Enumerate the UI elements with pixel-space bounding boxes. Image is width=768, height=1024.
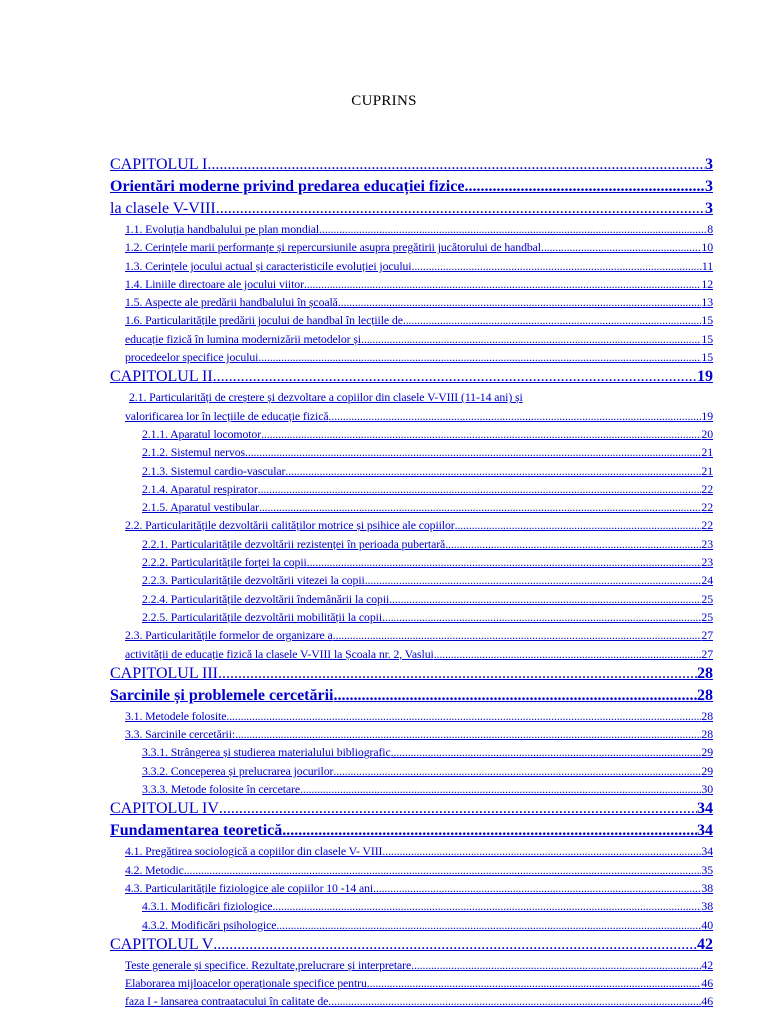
dot-leader <box>213 366 697 388</box>
toc-entry-page: 28 <box>697 664 713 682</box>
toc-entry[interactable] <box>110 154 713 176</box>
toc-entry-page: 15 <box>701 313 713 328</box>
toc-entry[interactable] <box>110 535 713 553</box>
toc-entry-page: 23 <box>701 555 713 570</box>
toc-entry[interactable] <box>110 725 713 743</box>
toc-entry[interactable] <box>110 663 713 685</box>
toc-entry[interactable] <box>110 626 713 644</box>
toc-entry-page: 15 <box>701 350 713 365</box>
dot-leader <box>434 645 702 663</box>
toc-entry-title: 2.2.2. Particularitățile forței la copii <box>142 555 307 570</box>
dot-leader <box>373 879 701 897</box>
toc-entry-page: 25 <box>701 591 713 606</box>
toc-entry-page: 46 <box>701 976 713 991</box>
toc-entry-title: 1.4. Liniile directoare ale jocului viitor <box>125 276 304 291</box>
toc-entry[interactable] <box>110 516 713 534</box>
dot-leader <box>285 462 701 480</box>
toc-entry[interactable] <box>110 956 713 974</box>
page-title: CUPRINS <box>351 93 417 109</box>
toc-entry-title: 3.3. Sarcinile cercetării: <box>125 727 236 742</box>
toc-entry[interactable] <box>110 330 713 348</box>
toc-entry-title: 4.3. Particularitățile fiziologice ale copiilor 10 -14 ani <box>125 880 374 895</box>
dot-leader <box>307 553 702 571</box>
toc-entry-title: Teste generale și specifice. Rezultate,prelucrare și interpretare <box>125 957 412 972</box>
toc-entry-page: 46 <box>701 994 713 1009</box>
toc-entry-title: 1.2. Cerințele marii performanțe și repercursiunile asupra pregătirii jucătorului de handbal <box>125 240 541 255</box>
toc-entry[interactable] <box>110 198 713 220</box>
toc-entry-page: 24 <box>701 573 713 588</box>
toc-entry-title: CAPITOLUL II <box>110 368 213 386</box>
toc-entry[interactable] <box>110 743 713 761</box>
dot-leader <box>216 198 705 220</box>
toc-entry-title: 2.2.1. Particularitățile dezvoltării rezistenței în perioada pubertară <box>142 536 446 551</box>
dot-leader <box>455 516 702 534</box>
toc-entry[interactable] <box>110 293 713 311</box>
toc-entry[interactable] <box>110 974 713 992</box>
dot-leader <box>361 330 701 348</box>
dot-leader <box>258 480 702 498</box>
toc-entry-page: 22 <box>701 518 713 533</box>
toc-entry-title: Elaborarea mijloacelor operaționale specifice pentru <box>125 976 367 991</box>
toc-entry-page: 38 <box>701 899 713 914</box>
toc-entry-title: 4.2. Metodic <box>125 862 184 877</box>
toc-entry-page: 42 <box>701 957 713 972</box>
dot-leader <box>213 934 697 956</box>
toc-entry[interactable] <box>110 992 713 1010</box>
toc-entry[interactable] <box>110 238 713 256</box>
toc-entry-title: valorificarea lor în lecțiile de educație fizică <box>125 408 329 423</box>
toc-entry-page: 35 <box>701 862 713 877</box>
toc-entry-title: 2.1.2. Sistemul nervos <box>142 445 245 460</box>
toc-entry-page: 3 <box>705 178 713 195</box>
dot-leader <box>328 992 701 1010</box>
dot-leader <box>272 897 701 915</box>
toc-entry-page: 22 <box>701 500 713 515</box>
toc-entry-title: 2.1.3. Sistemul cardio-vascular <box>142 463 286 478</box>
dot-leader <box>219 798 697 820</box>
toc-entry[interactable] <box>110 685 713 707</box>
dot-leader <box>258 348 701 366</box>
dot-leader <box>334 685 698 707</box>
toc-entry[interactable] <box>110 590 713 608</box>
dot-leader <box>391 743 702 761</box>
dot-leader <box>541 238 701 256</box>
toc-entry-title: CAPITOLUL V <box>110 935 214 953</box>
toc-entry-title: CAPITOLUL IV <box>110 800 219 818</box>
dot-leader <box>445 535 701 553</box>
dot-leader <box>411 956 701 974</box>
dot-leader <box>333 626 702 644</box>
toc-entry[interactable] <box>110 443 713 461</box>
toc-entry-page: 34 <box>697 800 713 818</box>
toc-entry-title: la clasele V-VIII <box>110 200 216 217</box>
toc-entry-page: 23 <box>701 536 713 551</box>
dot-leader <box>464 176 705 198</box>
toc-entry[interactable] <box>110 645 713 663</box>
toc-entry-page: 10 <box>701 240 713 255</box>
toc-entry[interactable] <box>110 480 713 498</box>
toc-entry[interactable] <box>110 220 713 238</box>
dot-leader <box>329 407 702 425</box>
dot-leader <box>207 154 705 176</box>
toc-entry-title: 1.1. Evoluția handbalului pe plan mondial <box>125 222 320 236</box>
toc-entry[interactable] <box>110 897 713 915</box>
toc-entry-title: faza I - lansarea contraatacului în calitate de <box>125 994 329 1009</box>
toc-entry-page: 21 <box>701 445 713 460</box>
dot-leader <box>365 571 702 589</box>
toc-entry-page: 28 <box>701 708 713 723</box>
toc-entry-title: CAPITOLUL I <box>110 156 208 173</box>
dot-leader <box>411 257 701 275</box>
dot-leader <box>382 608 701 626</box>
toc-entry[interactable] <box>110 934 713 956</box>
toc-entry-page: 34 <box>697 822 713 840</box>
toc-entry-title: 2.1.1. Aparatul locomotor <box>142 426 262 441</box>
toc-entry-title: 2.2.5. Particularitățile dezvoltării mobilității la copii <box>142 609 383 624</box>
toc-entry-page: 29 <box>701 763 713 778</box>
toc-entry[interactable] <box>110 388 713 406</box>
toc-entry-page: 15 <box>701 331 713 346</box>
table-of-contents <box>110 154 713 1011</box>
toc-entry-title: 3.1. Metodele folosite <box>125 708 227 723</box>
toc-entry[interactable] <box>110 462 713 480</box>
toc-entry-title: 1.6. Particularitățile predării jocului de handbal în lecțiile de <box>125 313 403 328</box>
dot-leader <box>218 663 697 685</box>
toc-entry-page: 27 <box>701 628 713 643</box>
toc-entry-title: 2.3. Particularitățile formelor de organizare a <box>125 628 333 643</box>
toc-entry-title: 2.2. Particularitățile dezvoltării calităților motrice și psihice ale copiilor <box>125 518 455 533</box>
toc-entry[interactable] <box>110 571 713 589</box>
toc-entry-title: 3.3.1. Strângerea și studierea materialului bibliografic <box>142 745 391 760</box>
toc-entry-page: 25 <box>701 609 713 624</box>
dot-leader <box>338 293 702 311</box>
toc-entry[interactable] <box>110 842 713 860</box>
dot-leader <box>259 498 701 516</box>
toc-entry[interactable] <box>110 762 713 780</box>
toc-entry[interactable] <box>110 608 713 626</box>
toc-entry-title: 2.1.4. Aparatul respirator <box>142 481 258 496</box>
toc-entry-page: 11 <box>701 258 713 273</box>
toc-entry[interactable] <box>110 861 713 879</box>
toc-entry-page: 8 <box>707 222 713 236</box>
dot-leader <box>235 725 701 743</box>
toc-entry[interactable] <box>110 425 713 443</box>
toc-entry-title: procedeelor specifice jocului <box>125 350 259 365</box>
toc-entry[interactable] <box>110 257 713 275</box>
toc-entry-page: 3 <box>705 200 713 217</box>
toc-entry-title: 4.3.1. Modificări fiziologice <box>142 899 273 914</box>
toc-entry-page: 34 <box>701 844 713 859</box>
toc-entry-title: activității de educație fizică la clasele V-VIII la Școala nr. 2, Vaslui <box>125 646 434 661</box>
dot-leader <box>382 842 701 860</box>
toc-entry-title: 2.1.5. Aparatul vestibular <box>142 500 259 515</box>
toc-entry[interactable] <box>110 311 713 329</box>
toc-entry-title: 2.1. Particularități de creștere și dezvoltare a copiilor din clasele V-VIII (11-14 ani) și <box>129 390 523 405</box>
toc-entry-page: 20 <box>701 426 713 441</box>
toc-entry-title: CAPITOLUL III <box>110 664 218 682</box>
toc-entry-title: 4.3.2. Modificări psihologice <box>142 917 277 932</box>
dot-leader <box>226 707 701 725</box>
toc-entry-page: 3 <box>705 156 713 173</box>
dot-leader <box>300 780 701 798</box>
toc-entry[interactable] <box>110 879 713 897</box>
dot-leader <box>276 916 701 934</box>
toc-entry-page: 21 <box>701 463 713 478</box>
toc-entry-title: 1.3. Cerințele jocului actual și caracteristicile evoluției jocului <box>125 258 412 273</box>
dot-leader <box>319 220 707 238</box>
toc-entry-title: 1.5. Aspecte ale predării handbalului în școală <box>125 295 338 310</box>
toc-entry-title: Orientări moderne privind predarea educației fizice <box>110 178 465 195</box>
dot-leader <box>282 820 697 842</box>
toc-entry-page: 28 <box>701 727 713 742</box>
toc-entry-page: 22 <box>701 481 713 496</box>
toc-entry-title: 3.3.2. Conceperea și prelucrarea jocurilor <box>142 763 334 778</box>
toc-entry[interactable] <box>110 820 713 842</box>
toc-entry-title: 2.2.3. Particularitățile dezvoltării vitezei la copii <box>142 573 365 588</box>
toc-entry-title: Fundamentarea teoretică <box>110 822 283 840</box>
toc-entry[interactable] <box>110 498 713 516</box>
toc-entry-page: 40 <box>701 917 713 932</box>
toc-entry-page: 12 <box>701 276 713 291</box>
toc-entry[interactable] <box>110 407 713 425</box>
toc-entry-title: 3.3.3. Metode folosite în cercetare <box>142 782 300 797</box>
toc-entry-page: 30 <box>701 782 713 797</box>
dot-leader <box>184 861 702 879</box>
toc-entry[interactable] <box>110 176 713 198</box>
toc-entry[interactable] <box>110 275 713 293</box>
toc-entry-page: 28 <box>697 686 713 704</box>
toc-entry[interactable] <box>110 366 713 388</box>
toc-entry-page: 42 <box>697 935 713 953</box>
dot-leader <box>304 275 701 293</box>
toc-entry-page: 13 <box>701 295 713 310</box>
toc-entry-page: 19 <box>701 408 713 423</box>
dot-leader <box>389 590 701 608</box>
toc-entry[interactable] <box>110 916 713 934</box>
toc-entry[interactable] <box>110 780 713 798</box>
dot-leader <box>333 762 701 780</box>
toc-entry-title: 2.2.4. Particularitățile dezvoltării îndemânării la copii <box>142 591 390 606</box>
dot-leader <box>367 974 702 992</box>
toc-entry[interactable] <box>110 348 713 366</box>
dot-leader <box>245 443 701 461</box>
toc-entry[interactable] <box>110 798 713 820</box>
toc-entry-title: educație fizică în lumina modernizării metodelor și <box>125 331 361 346</box>
toc-entry-page: 19 <box>697 368 713 386</box>
dot-leader <box>403 311 702 329</box>
dot-leader <box>261 425 701 443</box>
toc-entry-title: Sarcinile și problemele cercetării <box>110 686 334 704</box>
toc-entry[interactable] <box>110 707 713 725</box>
toc-entry-page: 38 <box>701 880 713 895</box>
toc-entry-page: 29 <box>701 745 713 760</box>
toc-entry-page: 27 <box>701 646 713 661</box>
toc-entry-title: 4.1. Pregătirea sociologică a copiilor din clasele V- VIII <box>125 844 383 859</box>
toc-entry[interactable] <box>110 553 713 571</box>
